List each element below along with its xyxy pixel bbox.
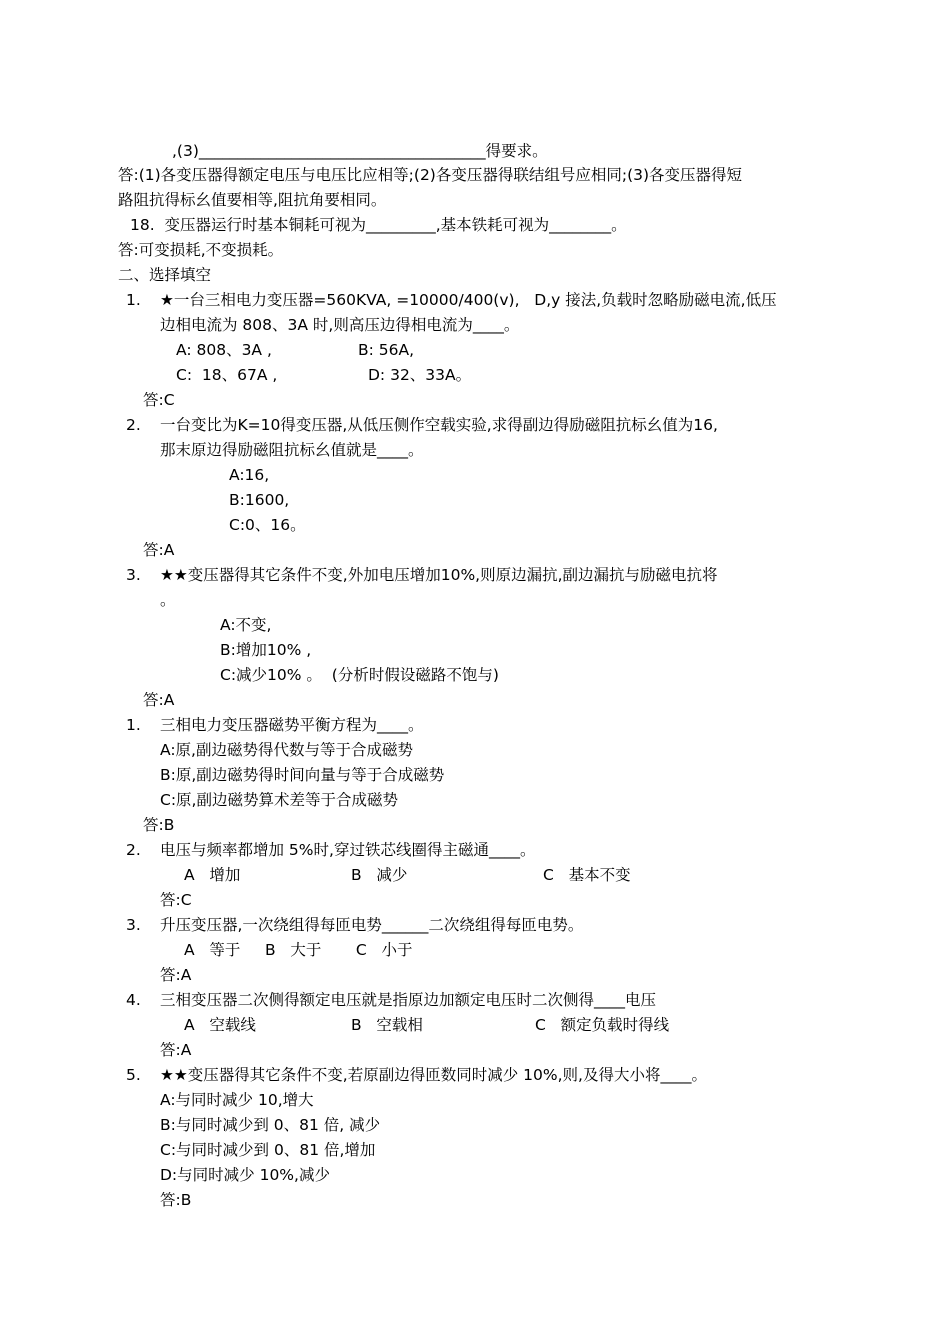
option: D:与同时减少 10%,减少: [160, 1166, 330, 1184]
question-number: 3.: [126, 566, 141, 584]
answer-line: 答:A: [143, 541, 175, 559]
question-line: 升压变压器,一次绕组得每匝电势______二次绕组得每匝电势。: [160, 916, 584, 934]
answer-line: 答:C: [160, 891, 192, 909]
question-line: ★★变压器得其它条件不变,外加电压增加10%,则原边漏抗,副边漏抗与励磁电抗将: [160, 566, 718, 584]
question-number: 3.: [126, 916, 141, 934]
question-line: 三相电力变压器磁势平衡方程为____。: [160, 716, 424, 734]
option: C:原,副边磁势算术差等于合成磁势: [160, 791, 398, 809]
option: A:与同时减少 10,增大: [160, 1091, 314, 1109]
question-number: 1.: [126, 291, 141, 309]
answer-line: 答:C: [143, 391, 175, 409]
option: A 增加: [184, 866, 241, 884]
answer-line: 答:B: [160, 1191, 192, 1209]
question-line: 边相电流为 808、3A 时,则高压边得相电流为____。: [160, 316, 520, 334]
answer-line: 答:可变损耗,不变损耗。: [118, 241, 284, 259]
section-heading: 二、选择填空: [118, 266, 212, 284]
option: A:原,副边磁势得代数与等于合成磁势: [160, 741, 413, 759]
option: C:减少10% 。 (分析时假设磁路不饱与): [220, 666, 499, 684]
option: B:原,副边磁势得时间向量与等于合成磁势: [160, 766, 445, 784]
question-line: ★一台三相电力变压器=560KVA, =10000/400(v), D,y 接法,负载时忽略励磁电流,低压: [160, 291, 777, 309]
text-line: ,(3)_____________________________________得要求。: [172, 142, 548, 160]
option: C 基本不变: [543, 866, 631, 884]
option: A:16,: [229, 466, 270, 484]
question-number: 1.: [126, 716, 141, 734]
question-number: 2.: [126, 841, 141, 859]
option: C: 18、67A ,: [176, 366, 278, 384]
option: B 减少: [351, 866, 408, 884]
question-line: 电压与频率都增加 5%时,穿过铁芯线圈得主磁通____。: [160, 841, 536, 859]
question-line: 。: [160, 591, 176, 609]
answer-line: 答:A: [160, 966, 192, 984]
question-number: 5.: [126, 1066, 141, 1084]
question-line: 那末原边得励磁阻抗标幺值就是____。: [160, 441, 424, 459]
option: A: 808、3A ,: [176, 341, 272, 359]
option: C:与同时减少到 0、81 倍,增加: [160, 1141, 376, 1159]
option: B:1600,: [229, 491, 290, 509]
option: B:增加10% ,: [220, 641, 312, 659]
answer-line: 答:A: [143, 691, 175, 709]
option: D: 32、33A。: [368, 366, 472, 384]
question-number: 4.: [126, 991, 141, 1009]
answer-line: 答:A: [160, 1041, 192, 1059]
option: A:不变,: [220, 616, 272, 634]
question-line: 18. 变压器运行时基本铜耗可视为_________,基本铁耗可视为________。: [130, 216, 627, 234]
option: C 额定负载时得线: [535, 1016, 670, 1034]
answer-line: 答:B: [143, 816, 175, 834]
answer-line: 答:(1)各变压器得额定电压与电压比应相等;(2)各变压器得联结组号应相同;(3)各变压器得短: [118, 166, 743, 184]
option: B:与同时减少到 0、81 倍, 减少: [160, 1116, 381, 1134]
option: B: 56A,: [358, 341, 415, 359]
option: A 等于 B 大于 C 小于: [184, 941, 413, 959]
question-line: 三相变压器二次侧得额定电压就是指原边加额定电压时二次侧得____电压: [160, 991, 657, 1009]
option: B 空载相: [351, 1016, 423, 1034]
question-number: 2.: [126, 416, 141, 434]
answer-line: 路阻抗得标幺值要相等,阻抗角要相同。: [118, 191, 387, 209]
option: C:0、16。: [229, 516, 306, 534]
option: A 空载线: [184, 1016, 256, 1034]
question-line: ★★变压器得其它条件不变,若原副边得匝数同时减少 10%,则,及得大小将____。: [160, 1066, 707, 1084]
question-line: 一台变比为K=10得变压器,从低压侧作空载实验,求得副边得励磁阻抗标幺值为16,: [160, 416, 718, 434]
